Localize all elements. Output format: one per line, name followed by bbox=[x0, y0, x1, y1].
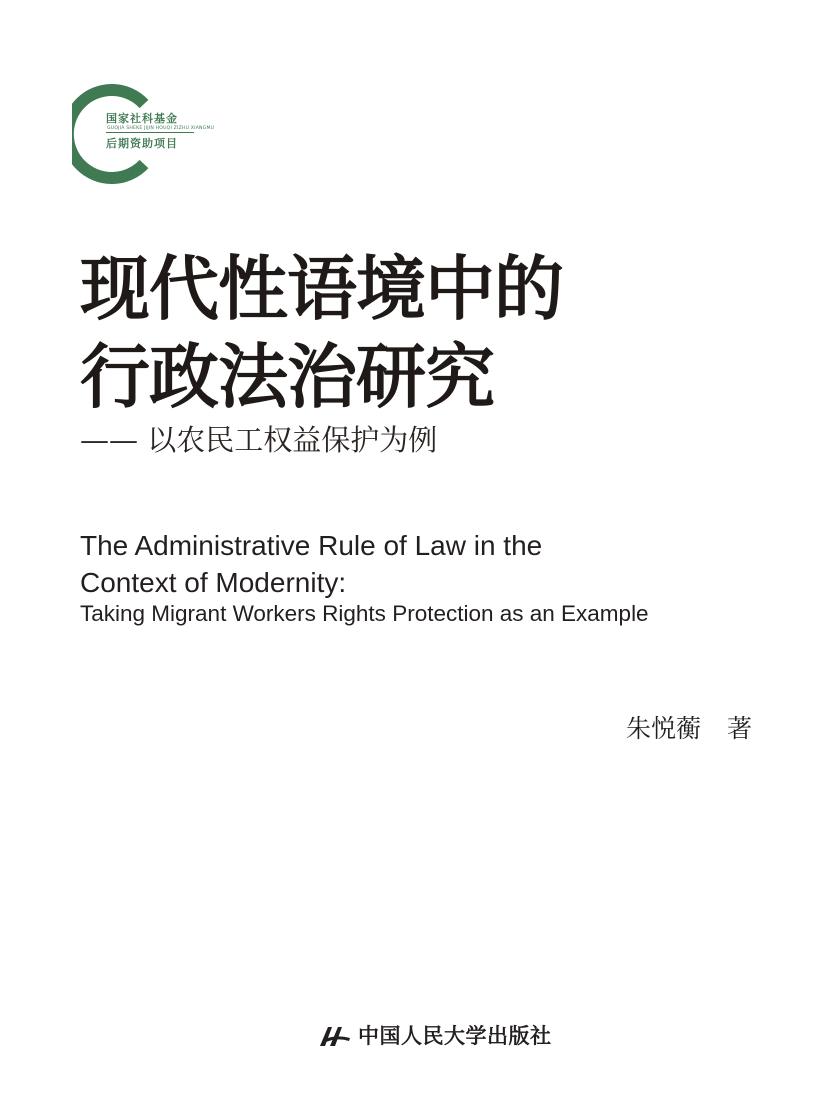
chinese-title-line1: 现代性语境中的 bbox=[80, 247, 563, 330]
publisher bbox=[318, 1022, 552, 1050]
logo-divider bbox=[106, 132, 194, 133]
publisher-logo-icon bbox=[318, 1024, 352, 1048]
logo-line1: 国家社科基金 bbox=[106, 112, 178, 125]
english-title-line2: Context of Modernity: bbox=[80, 567, 347, 598]
english-title-line1: The Administrative Rule of Law in the bbox=[80, 530, 543, 561]
english-title bbox=[80, 527, 542, 601]
chinese-subtitle: —— 以农民工权益保护为例 bbox=[80, 423, 438, 457]
logo-line2: 后期资助项目 bbox=[106, 137, 178, 150]
chinese-title bbox=[80, 245, 563, 421]
logo-pinyin: GUOJIA SHEKE JIJIN HOUQI ZIZHU XIANGMU bbox=[107, 126, 215, 131]
publisher-name: 中国人民大学出版社 bbox=[358, 1023, 552, 1048]
english-subtitle: Taking Migrant Workers Rights Protection as an Example bbox=[80, 601, 649, 626]
author-name: 朱悦蘅 bbox=[625, 714, 701, 743]
chinese-title-line2: 行政法治研究 bbox=[80, 335, 494, 418]
ring-logo-icon bbox=[72, 84, 232, 184]
author-line bbox=[626, 713, 752, 745]
author-role: 著 bbox=[726, 714, 752, 743]
fund-logo bbox=[72, 84, 232, 184]
